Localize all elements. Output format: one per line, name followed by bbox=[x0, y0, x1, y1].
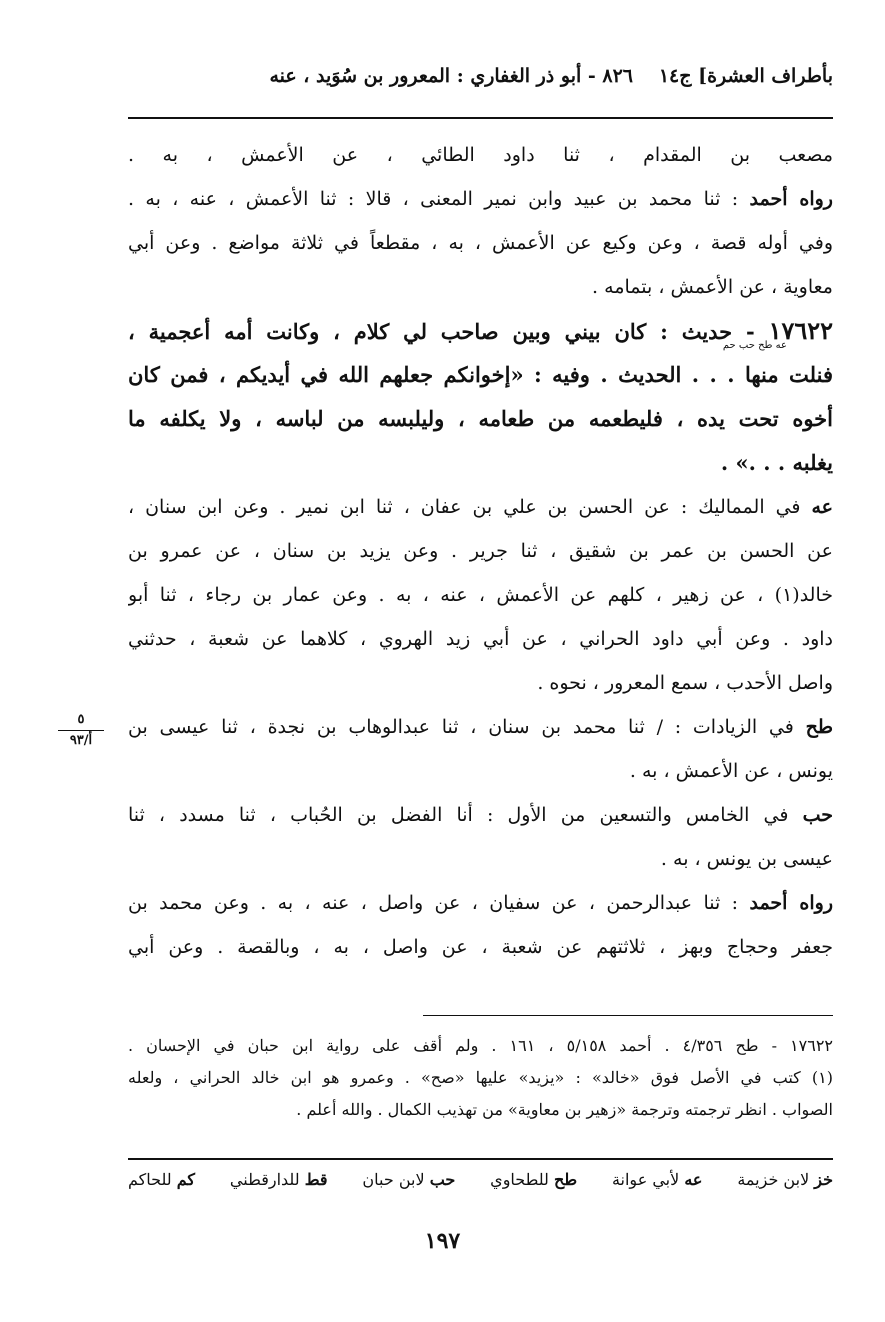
abbreviations-divider bbox=[128, 1158, 833, 1160]
abbreviation-item: كم للحاكم bbox=[128, 1170, 196, 1189]
text-line: معاوية ، عن الأعمش ، بتمامه . bbox=[592, 276, 833, 298]
abbreviation-item: عه لأبي عوانة bbox=[611, 1170, 703, 1189]
hadith-text: أخوه تحت يده ، فليطعمه من طعامه ، وليلبسه من لباسه ، ولا يكلفه ما bbox=[128, 406, 833, 431]
text-line: واصل الأحدب ، سمع المعرور ، نحوه . bbox=[537, 672, 833, 694]
abbreviation-item: خز لابن خزيمة bbox=[737, 1170, 833, 1189]
header-chapter: ٨٢٦ - أبو ذر الغفاري : المعرور بن سُوَيد ، عنه bbox=[269, 65, 633, 87]
abbreviation-item: حب لابن حبان bbox=[362, 1170, 456, 1189]
margin-ref-divider bbox=[58, 730, 104, 731]
footnote-line: الصواب . انظر ترجمته وترجمة «زهير بن معاوية» من تهذيب الكمال . والله أعلم . bbox=[296, 1100, 833, 1119]
hadith-heading bbox=[128, 309, 833, 353]
text-line: داود . وعن أبي داود الحراني ، عن أبي زيد الهروي ، كلاهما عن شعبة ، حدثني bbox=[128, 628, 833, 650]
text-line: طح في الزيادات : / ثنا محمد بن سنان ، ثنا عبدالوهاب بن نجدة ، ثنا عيسى بن bbox=[128, 716, 833, 738]
footnote-line: (١) كتب في الأصل فوق «خالد» : «يزيد» عليها «صح» . وعمرو هو ابن خالد الحراني ، ولعله bbox=[128, 1068, 833, 1087]
margin-manuscript-ref bbox=[58, 712, 104, 749]
main-text bbox=[128, 133, 833, 969]
text-line: عه في المماليك : عن الحسن بن علي بن عفان ، ثنا ابن نمير . وعن ابن سنان ، bbox=[128, 496, 833, 518]
text-line: يونس ، عن الأعمش ، به . bbox=[629, 760, 833, 782]
footnote-line: ١٧٦٢٢ - طح ٤/٣٥٦ . أحمد ٥/١٥٨ ، ١٦١ . ولم أقف على رواية ابن حبان في الإحسان . bbox=[128, 1036, 833, 1055]
header-volume: بأطراف العشرة] ج١٤ bbox=[658, 65, 833, 87]
text-line: رواه أحمد : ثنا محمد بن عبيد وابن نمير المعنى ، قالا : ثنا الأعمش ، عنه ، به . bbox=[128, 188, 833, 210]
text-line: خالد(١) ، عن زهير ، كلهم عن الأعمش ، عنه ، به . وعن عمار بن رجاء ، ثنا أبو bbox=[128, 584, 833, 606]
hadith-text: يغلبه . . .» . bbox=[720, 450, 833, 475]
source-symbols: عه طح حب حم bbox=[722, 340, 787, 351]
header-divider bbox=[128, 117, 833, 119]
margin-ref-bottom: أ/٩٣ bbox=[69, 733, 93, 748]
abbreviations-key bbox=[128, 1170, 833, 1189]
text-line: جعفر وحجاج وبهز ، ثلاثتهم عن شعبة ، عن واصل ، به ، وبالقصة . وعن أبي bbox=[128, 936, 833, 958]
text-line: حب في الخامس والتسعين من الأول : أنا الفضل بن الحُباب ، ثنا مسدد ، ثنا bbox=[128, 804, 833, 826]
hadith-number: ١٧٦٢٢ bbox=[768, 316, 833, 345]
page-number: ١٩٧ bbox=[424, 1228, 461, 1254]
hadith-text: فنلت منها . . . الحديث . وفيه : «إخوانكم جعلهم الله في أيديكم ، فمن كان bbox=[128, 362, 833, 387]
footnotes bbox=[128, 1030, 833, 1126]
margin-ref-top: ٥ bbox=[77, 712, 85, 727]
abbreviation-item: قط للدارقطني bbox=[229, 1170, 328, 1189]
text-line: وفي أوله قصة ، وعن وكيع عن الأعمش ، به ، مقطعاً في ثلاثة مواضع . وعن أبي bbox=[128, 232, 833, 254]
running-header bbox=[128, 55, 833, 105]
footnote-divider bbox=[423, 1015, 833, 1016]
abbreviation-item: طح للطحاوي bbox=[490, 1170, 578, 1189]
text-line: عن الحسن بن عمر بن شقيق ، ثنا جرير . وعن يزيد بن سنان ، عن عمرو بن bbox=[128, 540, 833, 562]
text-line: مصعب بن المقدام ، ثنا داود الطائي ، عن الأعمش ، به . bbox=[128, 144, 833, 166]
text-line: عيسى بن يونس ، به . bbox=[660, 848, 833, 870]
text-line: رواه أحمد : ثنا عبدالرحمن ، عن سفيان ، عن واصل ، عنه ، به . وعن محمد بن bbox=[128, 892, 833, 914]
hadith-heading-text: - حديث : كان بيني وبين صاحب لي كلام ، وكانت أمه أعجمية ، bbox=[128, 319, 755, 344]
